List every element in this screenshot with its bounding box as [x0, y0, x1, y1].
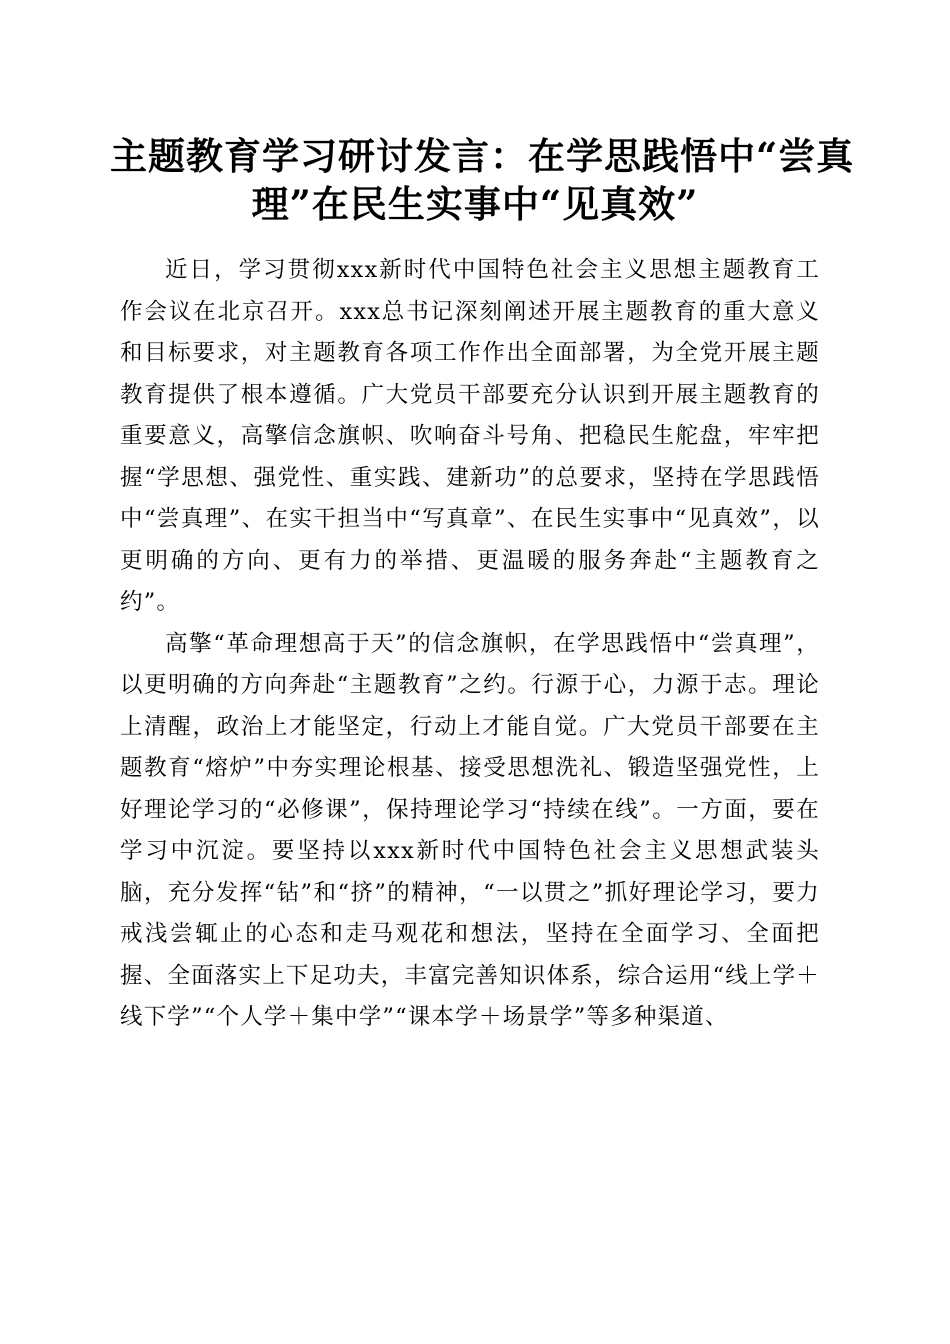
- paragraph-1: 近日，学习贯彻xxx新时代中国特色社会主义思想主题教育工作会议在北京召开。xxx总书记深刻阐述开展主题教育的重大意义和目标要求，对主题教育各项工作作出全面部署，为全党开展主题教育提供了根本遵循。广大党员干部要充分认识到开展主题教育的重要意义，高擎信念旗帜、吹响奋斗号角、把稳民生舵盘，牢牢把握“学思想、强党性、重实践、建新功”的总要求，坚持在学思践悟中“尝真理”、在实干担当中“写真章”、在民生实事中“见真效”，以更明确的方向、更有力的举措、更温暖的服务奔赴“主题教育之约”。: [120, 257, 820, 615]
- document-body: [120, 250, 820, 1039]
- paragraph-2: 高擎“革命理想高于天”的信念旗帜，在学思践悟中“尝真理”，以更明确的方向奔赴“主题教育”之约。行源于心，力源于志。理论上清醒，政治上才能坚定，行动上才能自觉。广大党员干部要在主题教育“熔炉”中夯实理论根基、接受思想洗礼、锻造坚强党性，上好理论学习的“必修课”，保持理论学习“持续在线”。一方面，要在学习中沉淀。要坚持以xxx新时代中国特色社会主义思想武装头脑，充分发挥“钻”和“挤”的精神，“一以贯之”抓好理论学习，要力戒浅尝辄止的心态和走马观花和想法，坚持在全面学习、全面把握、全面落实上下足功夫，丰富完善知识体系，综合运用“线上学＋线下学”“个人学＋集中学”“课本学＋场景学”等多种渠道、: [120, 630, 821, 1030]
- title-line-1: 主题教育学习研讨发言：在学思践悟中“尝真: [110, 134, 855, 178]
- title-line-2: 理”在民生实事中“见真效”: [251, 182, 699, 226]
- document-title: [110, 132, 855, 228]
